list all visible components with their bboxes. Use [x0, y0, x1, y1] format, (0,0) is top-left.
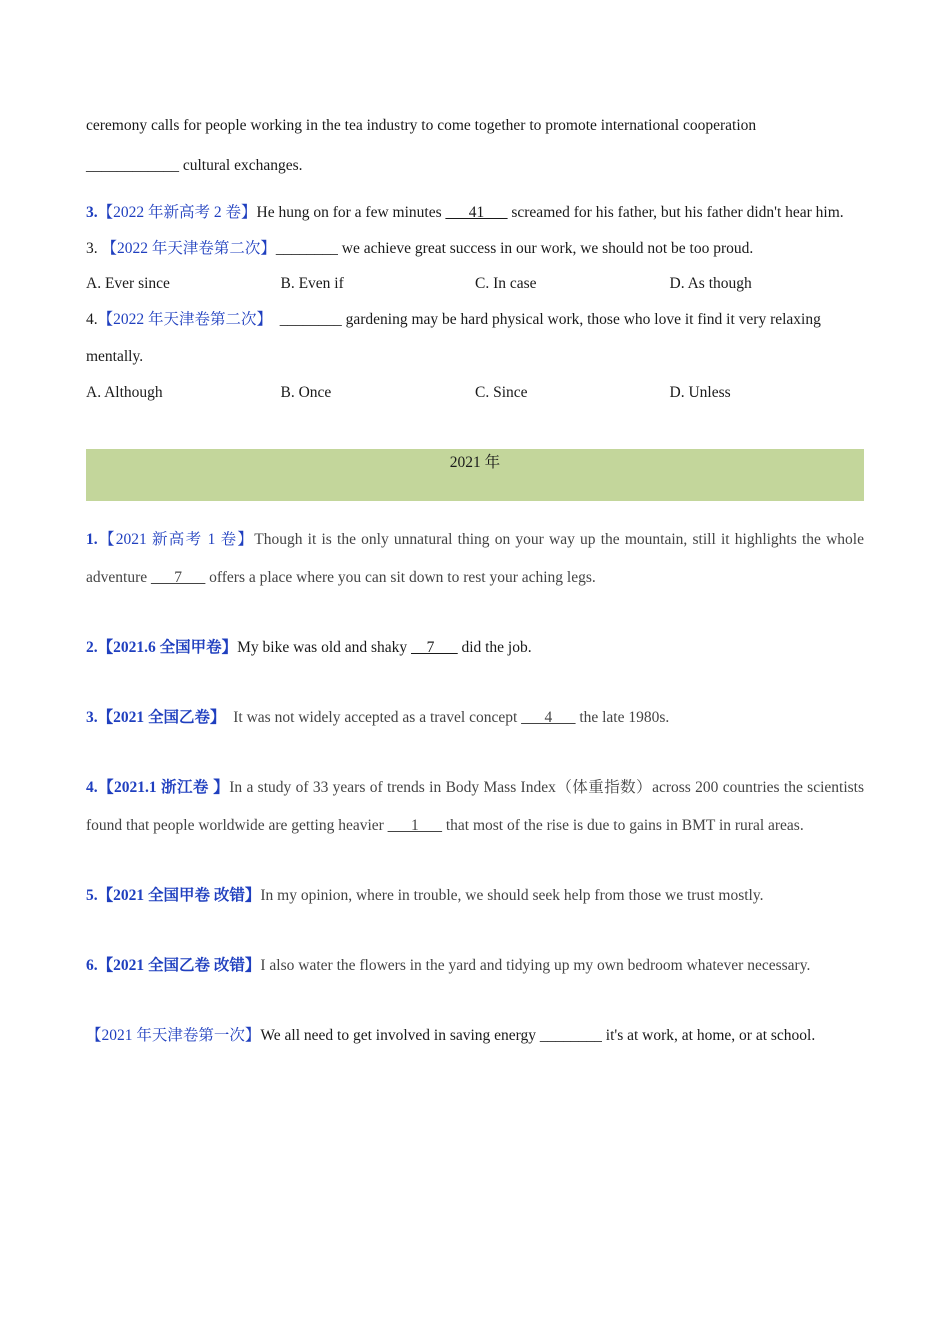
answer-blank: ___7___ [150, 569, 206, 586]
question-3-2022-gaokao2 [86, 194, 864, 231]
question-number: 1. [86, 531, 98, 548]
question-number: 2. [86, 639, 98, 656]
question-text: It was not widely accepted as a travel concept [225, 709, 522, 726]
question-text: that most of the rise is due to gains in BMT in rural areas. [441, 817, 804, 834]
question-text: I also water the flowers in the yard and tidying up my own bedroom whatever necessary. [260, 957, 811, 974]
source-tag: 【2021.6 全国甲卷】 [97, 639, 238, 656]
answer-blank: __7___ [411, 639, 458, 656]
paragraph-text: ceremony calls for people working in the tea industry to come together to promote international cooperation [86, 117, 757, 134]
option-c: C. Since [475, 384, 528, 401]
question-2021-5 [86, 877, 864, 915]
question-text: My bike was old and shaky [237, 639, 412, 656]
source-tag: 【2022 年新高考 2 卷】 [97, 204, 257, 221]
source-tag: 【2021 全国乙卷 改错】 [97, 957, 261, 974]
question-number: 6. [86, 957, 98, 974]
question-text: ________ gardening may be hard physical work, those who love it find it very relaxing mentally. [86, 311, 825, 365]
options-row [86, 375, 864, 410]
question-text: offers a place where you can sit down to rest your aching legs. [205, 569, 596, 586]
question-text: In a study of 33 years of trends in Body Mass Index（体重指数）across 200 countries the scientists found that people worldwide are getting heavier [86, 779, 864, 834]
option-d: D. Unless [669, 384, 731, 401]
question-2021-tianjin [86, 1017, 864, 1055]
answer-blank: ___4___ [521, 709, 576, 726]
source-tag: 【2021 全国甲卷 改错】 [97, 887, 261, 904]
question-2021-6 [86, 947, 864, 985]
option-a: A. Ever since [86, 275, 170, 292]
option-a: A. Although [86, 384, 163, 401]
question-text: He hung on for a few minutes [256, 204, 446, 221]
question-2021-4 [86, 769, 864, 845]
question-2021-3 [86, 699, 864, 737]
option-d: D. As though [669, 275, 752, 292]
source-tag: 【2021 年天津卷第一次】 [86, 1027, 261, 1044]
question-number: 3. [86, 709, 98, 726]
question-text: In my opinion, where in trouble, we should seek help from those we trust mostly. [260, 887, 764, 904]
answer-blank: ___1___ [387, 817, 442, 834]
answer-blank: ___41___ [445, 204, 508, 221]
question-2021-2 [86, 629, 864, 667]
question-number: 5. [86, 887, 98, 904]
section-year: 2021 年 [449, 454, 501, 471]
question-2021-1 [86, 521, 864, 597]
continued-paragraph-end [86, 156, 864, 176]
source-tag: 【2021 全国乙卷】 [97, 709, 226, 726]
question-4-2022-tianjin [86, 301, 864, 375]
document-page [86, 110, 864, 1055]
question-text: the late 1980s. [575, 709, 670, 726]
options-row [86, 266, 864, 301]
option-b: B. Even if [280, 275, 344, 292]
question-text: screamed for his father, but his father didn't hear him. [507, 204, 844, 221]
question-text: ________ we achieve great success in our work, we should not be too proud. [275, 240, 754, 257]
question-3-2022-tianjin [86, 231, 864, 266]
question-text: We all need to get involved in saving energy ________ it's at work, at home, or at school. [260, 1027, 816, 1044]
source-tag: 【2021.1 浙江卷 】 [97, 779, 230, 796]
source-tag: 【2022 年天津卷第二次】 [97, 311, 273, 328]
source-tag: 【2021 新高考 1 卷】 [97, 531, 255, 548]
question-number: 3. [86, 240, 102, 257]
question-number: 4. [86, 779, 98, 796]
continued-paragraph [86, 116, 864, 136]
question-number: 3. [86, 204, 98, 221]
question-number: 4. [86, 311, 98, 328]
option-b: B. Once [280, 384, 332, 401]
answer-blank: ____________ [86, 157, 179, 174]
paragraph-text: cultural exchanges. [179, 157, 303, 174]
source-tag: 【2022 年天津卷第二次】 [101, 240, 276, 257]
question-text: did the job. [457, 639, 532, 656]
question-text: Though it is the only unnatural thing on your way up the mountain, still it highlights the whole adventure [86, 531, 864, 586]
option-c: C. In case [475, 275, 537, 292]
year-section-header [86, 449, 864, 501]
